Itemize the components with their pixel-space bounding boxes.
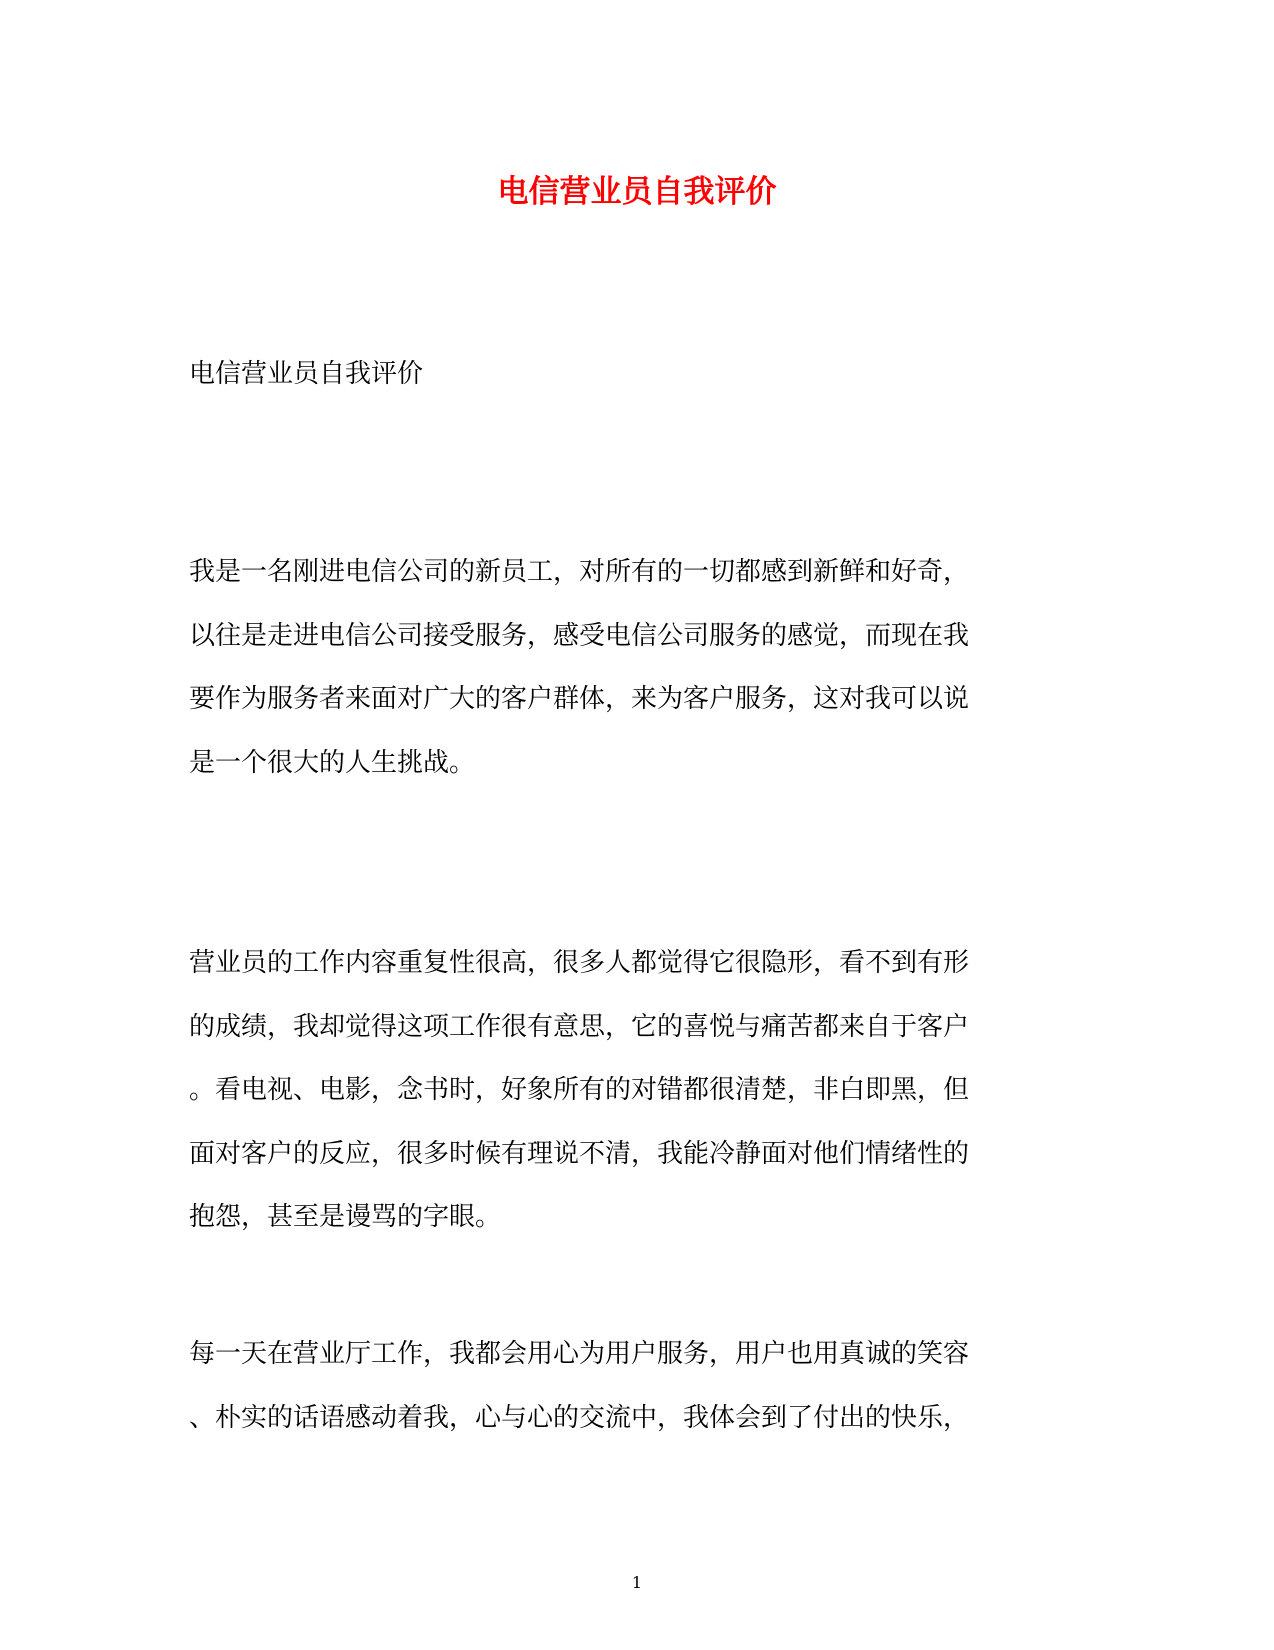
paragraph-line: 面对客户的反应，很多时候有理说不清，我能冷静面对他们情绪性的 (189, 1138, 970, 1169)
paragraph-line: 我是一名刚进电信公司的新员工，对所有的一切都感到新鲜和好奇， (189, 557, 970, 587)
paragraph-3 (189, 1336, 1069, 1463)
paragraph-2 (189, 945, 1069, 1263)
paragraph-line: 。看电视、电影，念书时，好象所有的对错都很清楚，非白即黑，但 (189, 1075, 970, 1105)
paragraph-line: 是一个很大的人生挑战。 (189, 747, 476, 778)
paragraph-line: 以往是走进电信公司接受服务，感受电信公司服务的感觉，而现在我 (189, 620, 970, 651)
paragraph-1 (189, 554, 1069, 808)
page-number: 1 (631, 1573, 643, 1592)
document-subtitle: 电信营业员自我评价 (189, 359, 424, 389)
paragraph-line: 的成绩，我却觉得这项工作很有意思，它的喜悦与痛苦都来自于客户 (189, 1011, 970, 1042)
paragraph-line: 要作为服务者来面对广大的客户群体，来为客户服务，这对我可以说 (189, 684, 970, 714)
paragraph-line: 抱怨，甚至是谩骂的字眼。 (189, 1202, 502, 1232)
paragraph-line: 、朴实的话语感动着我，心与心的交流中，我体会到了付出的快乐， (189, 1402, 970, 1433)
paragraph-line: 每一天在营业厅工作，我都会用心为用户服务，用户也用真诚的笑容 (189, 1339, 970, 1369)
paragraph-line: 营业员的工作内容重复性很高，很多人都觉得它很隐形，看不到有形 (189, 948, 970, 978)
document-title: 电信营业员自我评价 (497, 174, 777, 210)
